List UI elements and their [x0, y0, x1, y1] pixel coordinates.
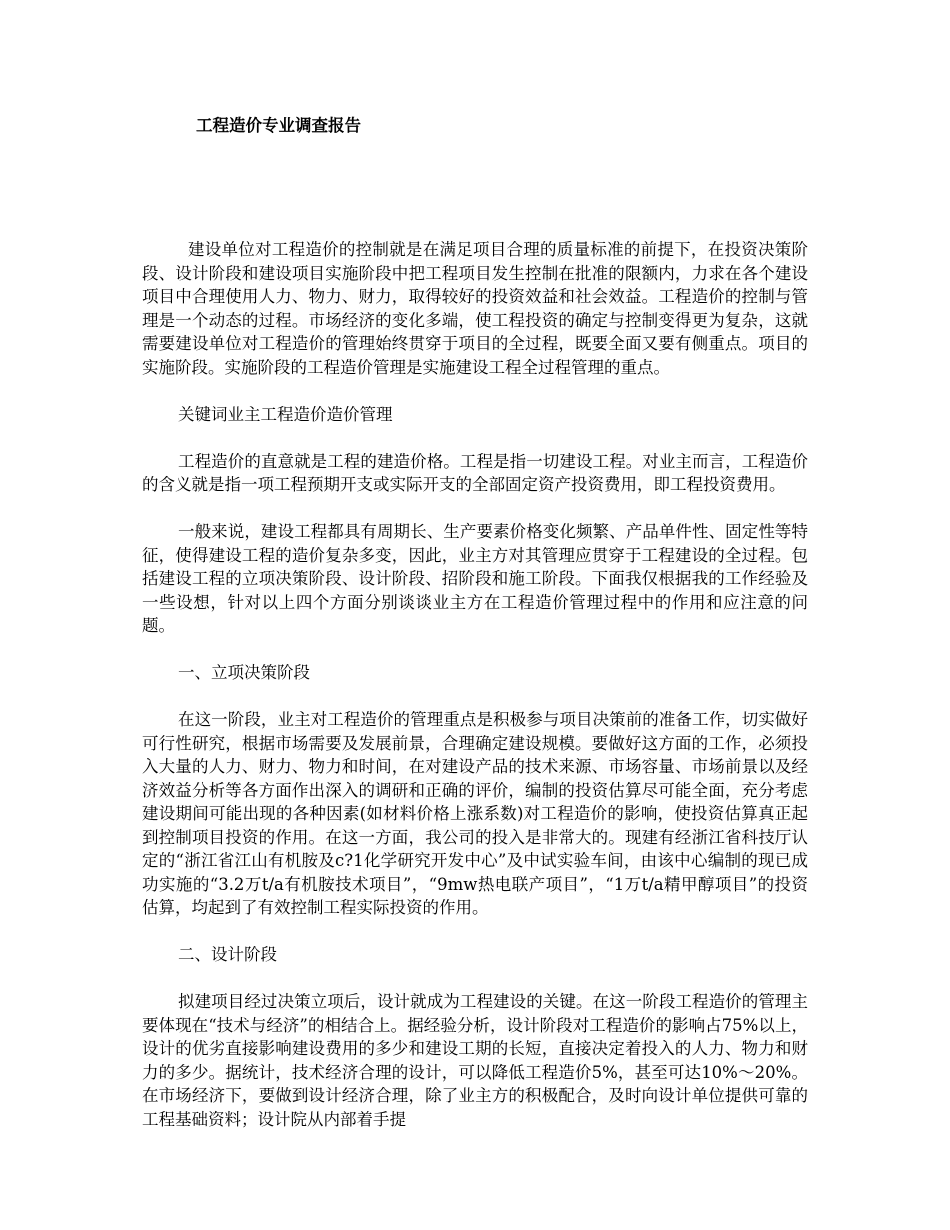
paragraph-design-stage: 拟建项目经过决策立项后，设计就成为工程建设的关键。在这一阶段工程造价的管理主要体现在“技术与经济”的相结合上。据经验分析，设计阶段对工程造价的影响占75%以上，设计的优劣直接影响建设费用的多少和建设工期的长短，直接决定着投入的人力、物力和财力的多少。据统计，技术经济合理的设计，可以降低工程造价5%，甚至可达10%～20%。在市场经济下，要做到设计经济合理，除了业主方的积极配合，及时向设计单位提供可靠的工程基础资料；设计院从内部着手提 [142, 992, 808, 1129]
paragraph-intro: 建设单位对工程造价的控制就是在满足项目合理的质量标准的前提下，在投资决策阶段、设计阶段和建设项目实施阶段中把工程项目发生控制在批准的限额内，力求在各个建设项目中合理使用人力、物力、财力，取得较好的投资效益和社会效益。工程造价的控制与管理是一个动态的过程。市场经济的变化多端，使工程投资的确定与控制变得更为复杂，这就需要建设单位对工程造价的管理始终贯穿于项目的全过程，既要全面又要有侧重点。项目的实施阶段。实施阶段的工程造价管理是实施建设工程全过程管理的重点。 [142, 240, 808, 377]
paragraph-definition: 工程造价的直意就是工程的建造价格。工程是指一切建设工程。对业主而言，工程造价的含义就是指一项工程预期开支或实际开支的全部固定资产投资费用，即工程投资费用。 [142, 451, 808, 494]
keywords-line: 关键词业主工程造价造价管理 [178, 404, 393, 424]
section-heading-design-stage: 二、设计阶段 [178, 945, 277, 964]
paragraph-overview: 一般来说，建设工程都具有周期长、生产要素价格变化频繁、产品单件性、固定性等特征，使得建设工程的造价复杂多变，因此，业主方对其管理应贯穿于工程建设的全过程。包括建设工程的立项决策阶段、设计阶段、招阶段和施工阶段。下面我仅根据我的工作经验及一些设想，针对以上四个方面分别谈谈业主方在工程造价管理过程中的作用和应注意的问题。 [142, 522, 808, 635]
document-title: 工程造价专业调查报告 [196, 116, 361, 135]
paragraph-decision-stage: 在这一阶段，业主对工程造价的管理重点是积极参与项目决策前的准备工作，切实做好可行性研究，根据市场需要及发展前景，合理确定建设规模。要做好这方面的工作，必须投入大量的人力、财力、物力和时间，在对建设产品的技术来源、市场容量、市场前景以及经济效益分析等各方面作出深入的调研和正确的评价，编制的投资估算尽可能全面，充分考虑建设期间可能出现的各种因素(如材料价格上涨系数)对工程造价的影响，使投资估算真正起到控制项目投资的作用。在这一方面，我公司的投入是非常大的。现建有经浙江省科技厅认定的“浙江省江山有机胺及c?1化学研究开发中心”及中试实验车间，由该中心编制的现已成功实施的“3.2万t/a有机胺技术项目”，“9mw热电联产项目”，“1万t/a精甲醇项目”的投资估算，均起到了有效控制工程实际投资的作用。 [142, 710, 808, 917]
section-heading-decision-stage: 一、立项决策阶段 [178, 663, 310, 682]
document-body [142, 238, 808, 1131]
